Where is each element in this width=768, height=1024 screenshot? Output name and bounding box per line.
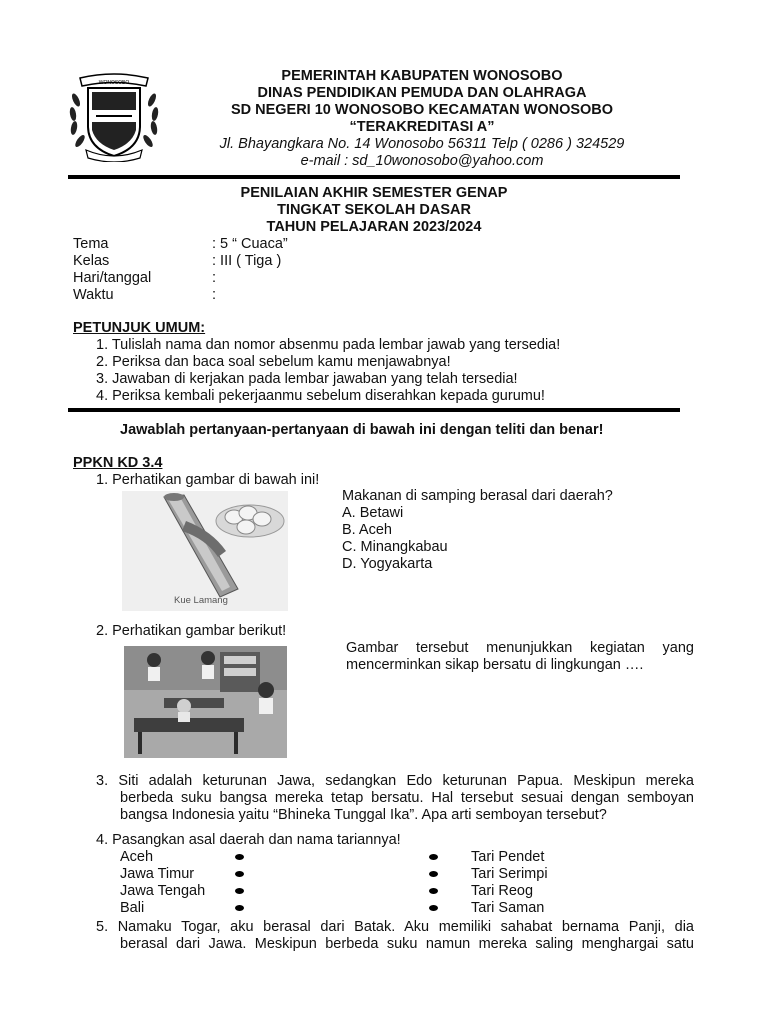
header-divider — [68, 175, 680, 179]
q4-region: Aceh — [120, 849, 154, 865]
q4-left-dot[interactable] — [235, 854, 244, 860]
q4-dance: Tari Pendet — [471, 849, 545, 865]
exam-title-3: TAHUN PELAJARAN 2023/2024 — [266, 219, 482, 235]
q2-prompt: 2. Perhatikan gambar berikut! — [96, 623, 287, 639]
q4-right-dot[interactable] — [429, 871, 438, 877]
instruction-item: 3. Jawaban di kerjakan pada lembar jawaban yang telah tersedia! — [96, 371, 518, 387]
info-label-tema: Tema — [73, 236, 109, 252]
q1-option-d: D. Yogyakarta — [342, 556, 433, 572]
q4-right-dot[interactable] — [429, 905, 438, 911]
svg-text:WONOSOBO: WONOSOBO — [98, 80, 130, 86]
instruction-item: 4. Periksa kembali pekerjaanmu sebelum diserahkan kepada gurumu! — [96, 388, 545, 404]
kue-lamang-image — [122, 491, 288, 611]
q4-left-dot[interactable] — [235, 888, 244, 894]
info-label-date: Hari/tanggal — [73, 270, 152, 286]
q5-line-1: 5. Namaku Togar, aku berasal dari Batak. Aku memiliki sahabat bernama Panji, dia — [96, 919, 694, 935]
q4-dance: Tari Reog — [471, 883, 534, 899]
info-label-time: Waktu — [73, 287, 114, 303]
instruction-item: 2. Periksa dan baca soal sebelum kamu menjawabnya! — [96, 354, 451, 370]
q4-prompt: 4. Pasangkan asal daerah dan nama tariannya! — [96, 832, 401, 848]
header-email: e-mail : sd_10wonosobo@yahoo.com — [300, 153, 544, 169]
q1-option-a: A. Betawi — [342, 505, 404, 521]
q4-dance: Tari Serimpi — [471, 866, 548, 882]
q1-prompt: 1. Perhatikan gambar di bawah ini! — [96, 472, 320, 488]
section-heading: PPKN KD 3.4 — [73, 455, 163, 471]
school-logo — [66, 70, 162, 162]
info-value-kelas: : III ( Tiga ) — [212, 253, 282, 269]
exam-title-1: PENILAIAN AKHIR SEMESTER GENAP — [240, 185, 508, 201]
classroom-cleaning-image — [124, 646, 287, 758]
q3-line-1: 3. Siti adalah keturunan Jawa, sedangkan Edo keturunan Papua. Meskipun mereka — [96, 773, 694, 789]
q4-region: Jawa Timur — [120, 866, 195, 882]
header-line-2: DINAS PENDIDIKAN PEMUDA DAN OLAHRAGA — [257, 85, 587, 101]
q2-text-line-2: mencerminkan sikap bersatu di lingkungan …. — [346, 657, 644, 673]
instructions-divider — [68, 408, 680, 412]
q4-right-dot[interactable] — [429, 888, 438, 894]
q2-text-line-1: Gambar tersebut menunjukkan kegiatan yang — [346, 640, 694, 656]
q4-dance: Tari Saman — [471, 900, 545, 916]
q4-right-dot[interactable] — [429, 854, 438, 860]
q1-option-b: B. Aceh — [342, 522, 392, 538]
header-line-3: SD NEGERI 10 WONOSOBO KECAMATAN WONOSOBO — [230, 102, 614, 118]
info-label-kelas: Kelas — [73, 253, 110, 269]
header-accreditation: “TERAKREDITASI A” — [349, 119, 495, 135]
info-value-date: : — [212, 270, 217, 286]
q1-question: Makanan di samping berasal dari daerah? — [342, 488, 613, 504]
q4-region: Jawa Tengah — [120, 883, 206, 899]
instruction-item: 1. Tulislah nama dan nomor absenmu pada lembar jawab yang tersedia! — [96, 337, 561, 353]
q3-line-3: bangsa Indonesia yaitu “Bhineka Tunggal Ika”. Apa arti semboyan tersebut? — [120, 807, 607, 823]
exam-title-2: TINGKAT SEKOLAH DASAR — [277, 202, 471, 218]
header-line-1: PEMERINTAH KABUPATEN WONOSOBO — [281, 68, 563, 84]
header-address: Jl. Bhayangkara No. 14 Wonosobo 56311 Telp ( 0286 ) 324529 — [219, 136, 625, 152]
q4-left-dot[interactable] — [235, 905, 244, 911]
info-value-tema: : 5 “ Cuaca” — [212, 236, 288, 252]
info-value-time: : — [212, 287, 217, 303]
q1-option-c: C. Minangkabau — [342, 539, 448, 555]
image-caption: Kue Lamang — [174, 595, 228, 606]
q3-line-2: berbeda suku bangsa mereka tetap bersatu. Hal tersebut sesuai dengan semboyan — [120, 790, 694, 806]
q4-region: Bali — [120, 900, 145, 916]
q4-left-dot[interactable] — [235, 871, 244, 877]
answer-directive: Jawablah pertanyaan-pertanyaan di bawah ini dengan teliti dan benar! — [120, 422, 604, 438]
instructions-heading: PETUNJUK UMUM: — [73, 320, 206, 336]
q5-line-2: berasal dari Jawa. Meskipun berbeda suku namun mereka saling menghargai satu — [120, 936, 694, 952]
